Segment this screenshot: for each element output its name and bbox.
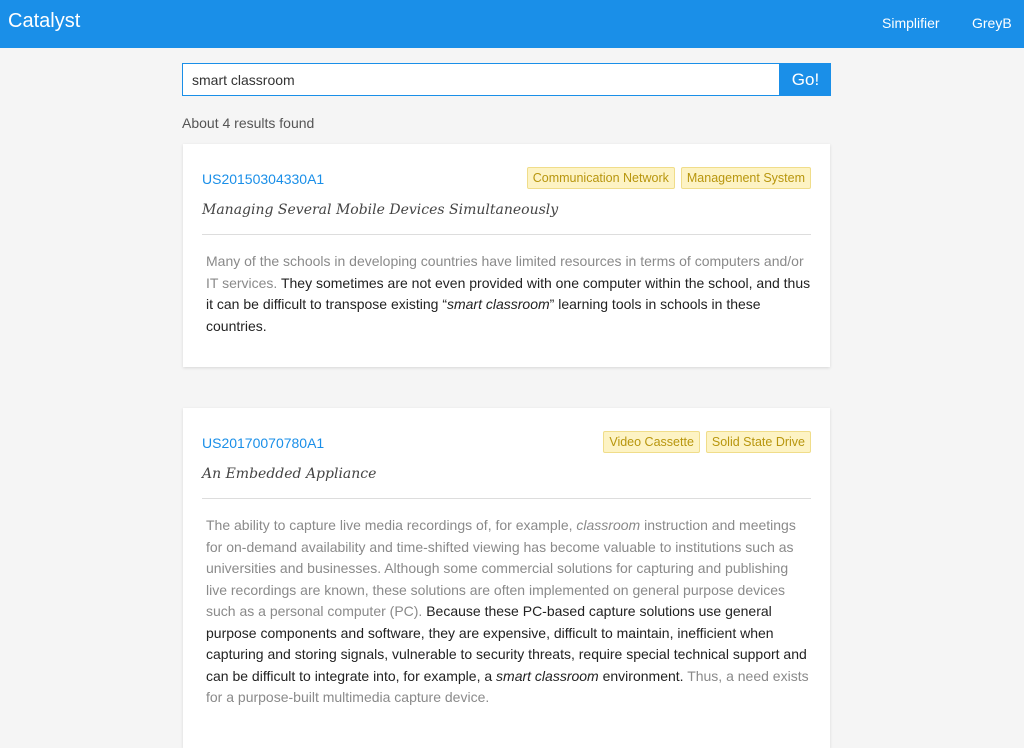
go-button[interactable]: Go! — [780, 63, 831, 96]
result-abstract — [206, 251, 811, 337]
brand-logo[interactable]: Catalyst — [8, 10, 81, 32]
result-abstract — [206, 515, 811, 709]
tag-badge[interactable]: Communication Network — [527, 167, 675, 189]
nav-link-simplifier[interactable]: Simplifier — [882, 15, 940, 31]
abstract-text: instruction and meetings for on-demand availability and time-shifted viewing has become valuable to institutions such as universities and businesses. Although some commercial solutions for capturing and publishing live recordings are known, these solutions are often implemented on general purpose devices such as a personal computer (PC). — [206, 517, 796, 619]
query-match: classroom — [576, 517, 641, 533]
nav-link-greyb[interactable]: GreyB — [972, 15, 1012, 31]
abstract-text: environment. — [602, 667, 684, 684]
abstract-text: They sometimes are not even provided with one computer within the school, and thus it can be difficult to transpose existing “ — [206, 274, 811, 312]
tag-badge[interactable]: Management System — [681, 167, 811, 189]
abstract-text: Because these PC-based capture solutions use general purpose components and software, they are expensive, difficult to maintain, inefficient when capturing and storing signals, vulnerable to security threats, require special technical support and can be difficult to integrate into, for example, a — [206, 603, 807, 684]
abstract-context: Thus, a need exists for a purpose-built multimedia capture device. — [206, 667, 809, 705]
results-count: About 4 results found — [182, 115, 315, 131]
result-card — [183, 144, 830, 367]
tag-badge[interactable]: Solid State Drive — [706, 431, 811, 453]
abstract-highlight — [206, 275, 810, 334]
abstract-text: ” learning tools in schools in these countries. — [206, 296, 761, 334]
tag-badge[interactable]: Video Cassette — [603, 431, 700, 453]
result-card — [183, 408, 830, 748]
abstract-text: The ability to capture live media recordings of, for example, — [206, 517, 573, 533]
patent-id-link[interactable]: US20170070780A1 — [202, 435, 325, 451]
abstract-context: Many of the schools in developing countries have limited resources in terms of computers and/or IT services. — [206, 253, 804, 291]
query-match: smart classroom — [446, 296, 550, 312]
patent-id-link[interactable]: US20150304330A1 — [202, 171, 325, 187]
search-bar — [182, 63, 831, 96]
query-match: smart classroom — [496, 667, 599, 684]
divider — [202, 498, 811, 499]
divider — [202, 234, 811, 235]
top-navbar — [0, 0, 1024, 48]
tag-list — [603, 431, 811, 453]
result-title: An Embedded Appliance — [202, 466, 377, 482]
search-input[interactable] — [182, 63, 780, 96]
result-title: Managing Several Mobile Devices Simultaneously — [202, 202, 559, 218]
tag-list — [527, 167, 811, 189]
